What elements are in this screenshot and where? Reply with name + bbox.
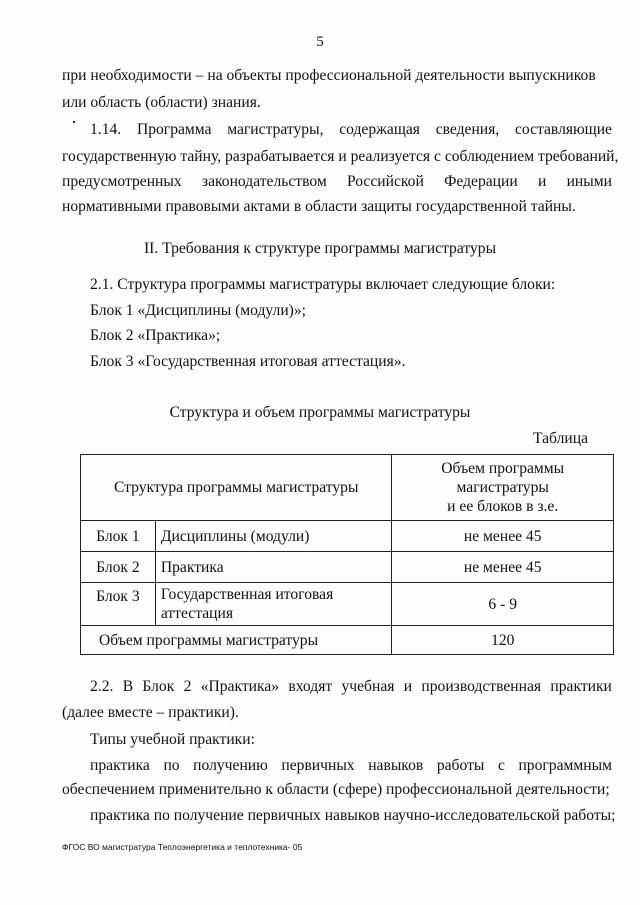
scan-dot [73, 121, 75, 123]
para4-line1 [90, 677, 612, 697]
value-cell: 6 - 9 [392, 583, 614, 626]
table-title: Структура и объем программы магистратуры [169, 404, 471, 421]
page-footer: ФГОС ВО магистратура Теплоэнергетика и теплотехника- 05 [62, 842, 303, 852]
block-cell: Блок 1 [81, 521, 156, 552]
header-structure: Структура программы магистратуры [81, 455, 392, 521]
word: 2 [183, 678, 192, 695]
word: Блок [142, 678, 175, 695]
word: по [163, 757, 180, 774]
block-cell: Блок 3 [81, 583, 156, 626]
para2-line4: нормативными правовыми актами в области защиты государственной тайны. [62, 198, 576, 215]
word: законодательством [201, 173, 327, 190]
page-number: 5 [316, 34, 324, 50]
para2-line3 [62, 172, 612, 192]
total-label: Объем программы магистратуры [81, 626, 392, 655]
word: входят [288, 678, 333, 695]
word: Программа [136, 121, 212, 138]
word: В [122, 678, 134, 695]
table-row [81, 521, 614, 552]
word: магистратуры, [227, 121, 324, 138]
word: составляющие [514, 121, 612, 138]
block-cell: Блок 2 [81, 552, 156, 583]
word: практики [550, 678, 612, 695]
para6-line1 [90, 756, 612, 776]
word: и [537, 173, 547, 190]
block-item-1: Блок 1 «Дисциплины (модули)»; [90, 302, 306, 319]
word: навыков [368, 757, 424, 774]
header-volume-line: магистратуры [456, 479, 549, 496]
table-total-row [81, 626, 614, 655]
word: работы [436, 757, 485, 774]
total-value: 120 [392, 626, 614, 655]
name-cell [155, 583, 392, 626]
value-cell: не менее 45 [392, 552, 614, 583]
table-header-row [81, 455, 614, 521]
word: Российской [346, 173, 424, 190]
word: первичных [281, 757, 355, 774]
word: производственная [421, 678, 542, 695]
name-cell: Дисциплины (модули) [155, 521, 392, 552]
value-cell: не менее 45 [392, 521, 614, 552]
word: учебная [341, 678, 395, 695]
para7: практика по получение первичных навыков научно-исследовательской работы; [90, 807, 616, 824]
word: Федерации [444, 173, 518, 190]
name-line: аттестация [160, 605, 234, 622]
word: и [403, 678, 413, 695]
word: 2.2. [90, 678, 114, 695]
para1-line2: или область (области) знания. [62, 94, 261, 111]
block-item-2: Блок 2 «Практика»; [90, 327, 221, 344]
block-item-3: Блок 3 «Государственная итоговая аттестация». [90, 353, 406, 370]
para2-line1 [90, 120, 612, 140]
para6-line2: обеспечением применительно к области (сфере) профессиональной деятельности; [62, 781, 610, 798]
word: практика [90, 757, 150, 774]
name-cell: Практика [155, 552, 392, 583]
word: иными [566, 173, 612, 190]
word: предусмотренных [62, 173, 182, 190]
header-volume-line: и ее блоков в з.е. [447, 498, 559, 515]
word: содержащая [339, 121, 420, 138]
word: сведения, [435, 121, 500, 138]
word: 1.14. [90, 121, 122, 138]
para4-line2: (далее вместе – практики). [62, 704, 239, 721]
name-line: Государственная итоговая [160, 586, 334, 603]
para1-line1: при необходимости – на объекты профессиональной деятельности выпускников [62, 67, 596, 84]
header-volume [392, 455, 614, 521]
structure-table [80, 454, 614, 655]
word: «Практика» [200, 678, 280, 695]
word: программным [518, 757, 612, 774]
para2-line2: государственную тайну, разрабатывается и реализуется с соблюдением требований, [62, 148, 619, 165]
table-row [81, 583, 614, 626]
table-label: Таблица [533, 430, 588, 447]
para3: 2.1. Структура программы магистратуры включает следующие блоки: [90, 276, 556, 293]
word: получению [193, 757, 268, 774]
table-row [81, 552, 614, 583]
header-volume-line: Объем программы [441, 460, 565, 477]
word: с [497, 757, 505, 774]
para5: Типы учебной практики: [90, 731, 255, 748]
section-heading: II. Требования к структуре программы магистратуры [143, 240, 497, 257]
